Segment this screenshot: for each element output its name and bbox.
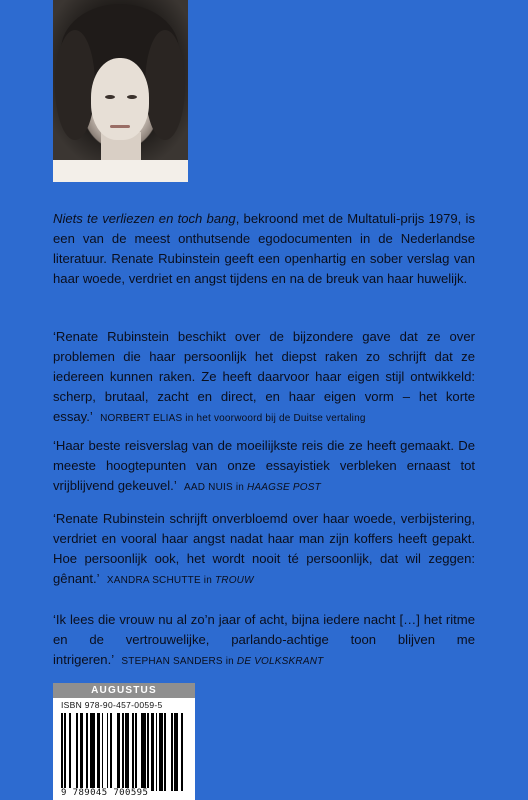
author-photo: [53, 0, 188, 182]
source-rest: in: [222, 656, 237, 667]
source-name: XANDRA SCHUTTE: [106, 575, 201, 586]
source-rest: in: [232, 482, 247, 493]
barcode-stripe: [183, 713, 185, 791]
source-name: AAD NUIS: [184, 482, 233, 493]
blurb: [53, 209, 475, 289]
source-rest: in het voorwoord bij de Duitse vertaling: [182, 413, 366, 424]
left-eye: [105, 95, 115, 99]
collar: [53, 160, 188, 182]
source-name: STEPHAN SANDERS: [121, 656, 223, 667]
quote-3: [53, 509, 475, 591]
hair-right: [145, 30, 185, 140]
hair-left: [55, 30, 95, 140]
source-publication: HAAGSE POST: [247, 482, 321, 493]
quote-source: [100, 413, 366, 424]
quote-text: ‘Haar beste reisverslag van de moeilijkste reis die ze heeft gemaakt. De meeste hoogtepunten van onze essayistiek verbleken ernaast tot vrijblijvend gekeuvel.’: [53, 438, 475, 493]
publisher-logo: AUGUSTUS: [53, 683, 195, 698]
source-publication: TROUW: [214, 575, 254, 586]
barcode: [61, 713, 185, 791]
quote-source: [107, 575, 254, 586]
source-publication: DE VOLKSKRANT: [236, 656, 324, 667]
book-title: Niets te verliezen en toch bang: [53, 211, 236, 226]
blurb-text: , bekroond met de Multatuli-prijs 1979, is een van de meest onthutsende egodocumenten in de Nederlandse literatuur. Renate Rubinstein geeft een openhartig en sober verslag van haar woede, verdriet en angst tijdens en na de breuk van haar huwelijk.: [53, 211, 475, 286]
quote-2: [53, 436, 475, 498]
mouth: [110, 125, 130, 128]
quote-text: ‘Ik lees die vrouw nu al zo’n jaar of acht, bijna iedere nacht […] het ritme en de vertrouwelijke, parlando-achtige toon blijven me intrigeren.’: [53, 612, 475, 667]
quote-source: [184, 482, 321, 493]
barcode-block: [53, 683, 195, 800]
quote-source: [121, 656, 323, 667]
isbn-text: ISBN 978-90-457-0059-5: [61, 700, 163, 710]
right-eye: [127, 95, 137, 99]
source-rest: in: [200, 575, 215, 586]
quote-4: [53, 610, 475, 672]
quote-text: ‘Renate Rubinstein schrijft onverbloemd over haar woede, verbijstering, verdriet en vooral haar angst nadat haar man zijn koffers heeft gepakt. Hoe persoonlijk ook, het wordt nooit té persoonlijk, dat wil zeggen: gênant.’: [53, 511, 475, 586]
source-name: NORBERT ELIAS: [100, 413, 183, 424]
quote-1: [53, 327, 475, 429]
quote-text: ‘Renate Rubinstein beschikt over de bijzondere gave dat ze over problemen die haar persoonlijk het diepst raken zo schrijft dat ze iedereen kunnen raken. Ze heeft daarvoor haar eigen stijl ontwikkeld: scherp, brutaal, zacht en direct, en haar eigen vorm – het korte essay.’: [53, 329, 475, 424]
ean-number: 9 789045 700595: [61, 788, 149, 798]
